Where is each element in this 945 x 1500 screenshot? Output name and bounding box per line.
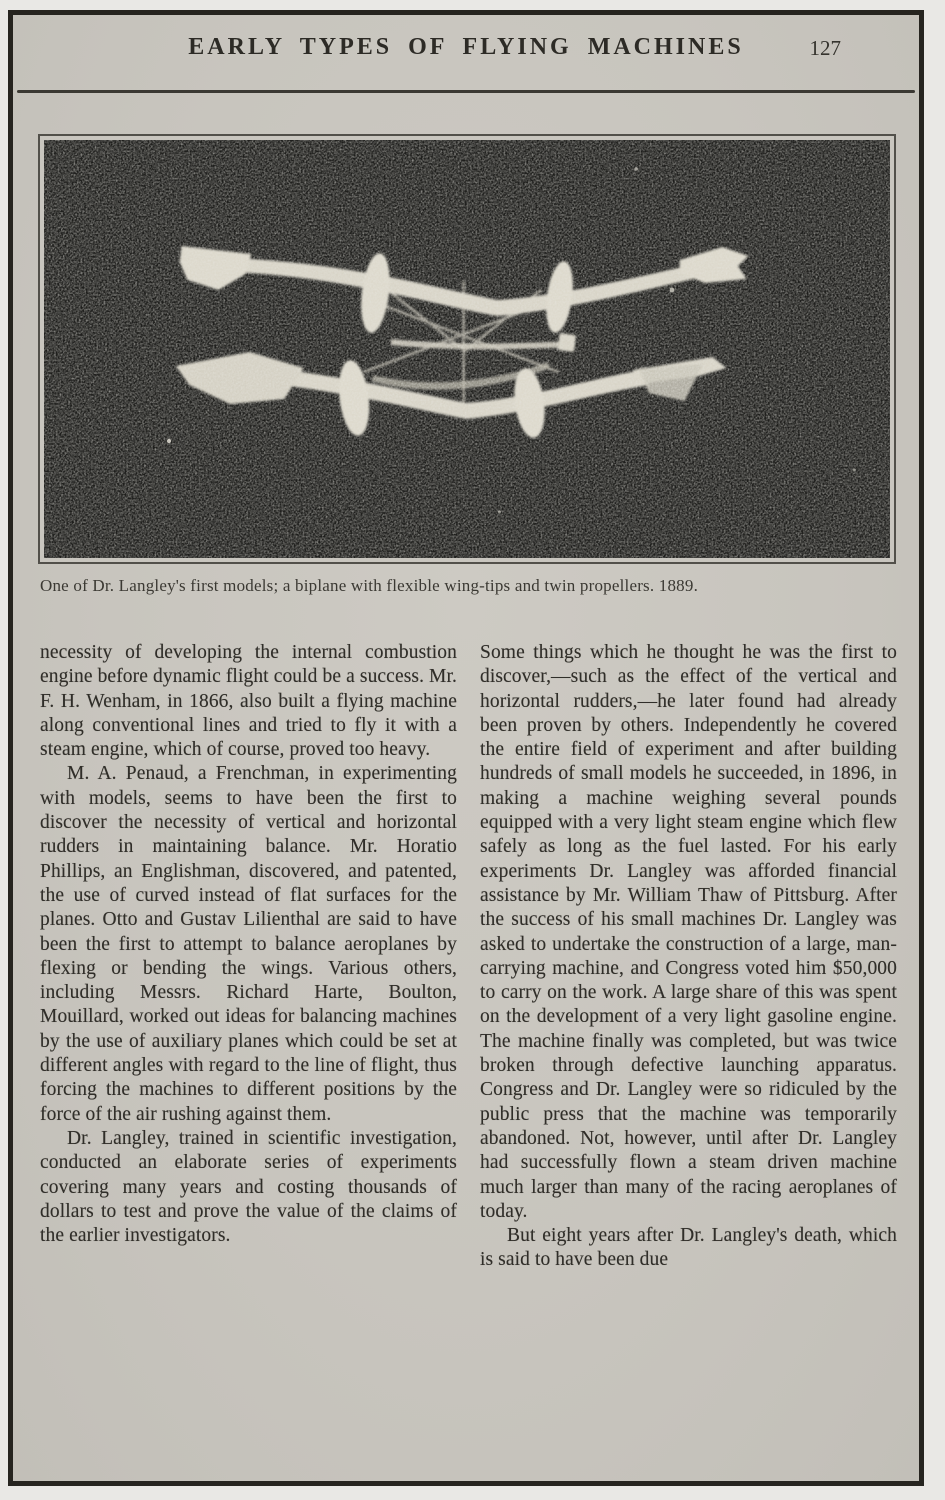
langley-model-photo [44, 140, 890, 558]
paragraph: But eight years after Dr. Langley's death, which is said to have been due [480, 1225, 897, 1271]
page-header [13, 15, 919, 76]
photo-figure [38, 134, 896, 596]
left-column [40, 641, 457, 1273]
paragraph: Some things which he thought he was the first to discover,—such as the effect of the vertical and horizontal rudders,—he later found had already been proven by others. Independently he covered the entire field of experiment and after building hundreds of small models he succeeded, in 1896, in making a machine weighing several pounds equipped with a very light steam engine which flew safely as long as the fuel lasted. For his early experiments Dr. Langley was afforded financial assistance by Mr. William Thaw of Pittsburg. After the success of his small machines Dr. Langley was asked to undertake the construction of a large, man-carrying machine, and Congress voted him $50,000 to carry on the work. A large share of this was spent on the development of a very light gasoline engine. The machine finally was completed, but was twice broken through defective launching apparatus. Congress and Dr. Langley were so ridiculed by the public press that the machine was temporarily abandoned. Not, however, until after Dr. Langley had successfully flown a steam driven machine much larger than many of the racing aeroplanes of today. [480, 642, 897, 1222]
photo-frame [38, 134, 896, 564]
header-rule [17, 90, 915, 93]
photo-caption: One of Dr. Langley's first models; a biplane with flexible wing-tips and twin propellers. 1889. [40, 576, 699, 595]
right-column [480, 641, 897, 1273]
paragraph: Dr. Langley, trained in scientific investigation, conducted an elaborate series of experiments covering many years and costing thousands of dollars to test and prove the value of the claims of the earlier investigators. [40, 1127, 457, 1247]
langley-model-illustration [44, 140, 890, 558]
paragraph: M. A. Penaud, a Frenchman, in experimenting with models, seems to have been the first to discover the necessity of vertical and horizontal rudders in maintaining balance. Mr. Horatio Phillips, an Englishman, discovered, and patented, the use of curved instead of flat surfaces for the planes. Otto and Gustav Lilienthal are said to have been the first to attempt to balance aeroplanes by flexing or bending the wings. Various others, including Messrs. Richard Harte, Boulton, Mouillard, worked out ideas for balancing machines by the use of auxiliary planes which could be set at different angles with regard to the line of flight, thus forcing the machines to different positions by the force of the air rushing against them. [40, 763, 457, 1125]
photo-grain-overlay [44, 140, 890, 558]
text-columns [40, 641, 897, 1273]
paragraph: necessity of developing the internal combustion engine before dynamic flight could be a success. Mr. F. H. Wenham, in 1866, also built a flying machine along conventional lines and tried to fly it with a steam engine, which of course, proved too heavy. [40, 642, 457, 761]
page-number: 127 [809, 36, 841, 60]
page-title: EARLY TYPES OF FLYING MACHINES [188, 34, 744, 60]
book-page [8, 10, 924, 1486]
